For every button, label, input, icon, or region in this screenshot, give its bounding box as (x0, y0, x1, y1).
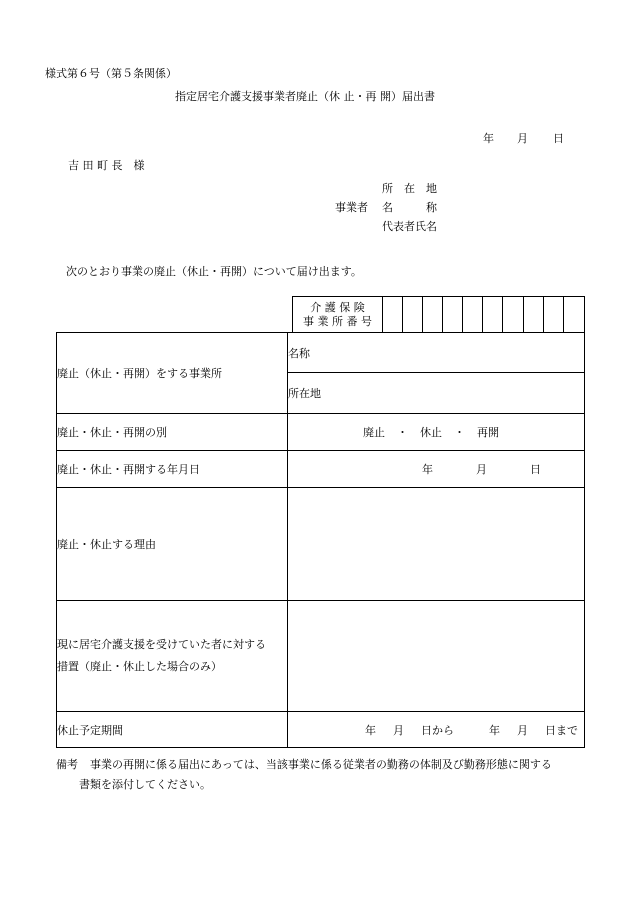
date-label: 廃止・休止・再開する年月日 (57, 463, 200, 476)
insurance-digit-6[interactable] (483, 297, 503, 333)
period-start-year: 年 (365, 723, 376, 737)
insurance-digit-3[interactable] (423, 297, 443, 333)
main-form-table (56, 332, 585, 748)
insurance-number-box (292, 296, 585, 333)
office-label: 廃止（休止・再開）をする事業所 (57, 367, 222, 380)
type-label-cell (57, 414, 288, 451)
note-label: 備考 (56, 758, 78, 771)
applicant-name-label: 名 称 (382, 201, 437, 214)
type-separator-2: ・ (454, 426, 465, 439)
insurance-label-line1: 介 護 保 険 (310, 300, 365, 314)
document-title: 指定居宅介護支援事業者廃止（休 止・再 開）届出書 (175, 90, 435, 103)
date-value-cell[interactable] (288, 451, 585, 488)
office-address-cell[interactable] (288, 373, 585, 414)
reason-label-cell (57, 488, 288, 601)
type-option-resume[interactable]: 再開 (477, 426, 499, 439)
period-value-cell[interactable] (288, 712, 585, 748)
type-option-suspend[interactable]: 休止 (420, 426, 442, 439)
date-day: 日 (553, 132, 564, 145)
note-line1: 事業の再開に係る届出にあっては、当該事業に係る従業者の勤務の体制及び勤務形態に関する (90, 758, 552, 771)
period-end-month: 月 (517, 723, 528, 737)
insurance-digit-5[interactable] (463, 297, 483, 333)
measures-label-line1: 現に居宅介護支援を受けていた者に対する (57, 638, 266, 651)
insurance-digit-1[interactable] (382, 297, 402, 333)
period-label-cell (57, 712, 288, 748)
applicant-rep-label: 代表者氏名 (382, 220, 437, 233)
insurance-digit-4[interactable] (443, 297, 463, 333)
insurance-digit-2[interactable] (403, 297, 423, 333)
type-separator-1: ・ (397, 426, 408, 439)
period-end-day: 日まで (545, 723, 578, 737)
office-address-label: 所在地 (288, 387, 321, 400)
office-name-cell[interactable] (288, 333, 585, 373)
date-month: 月 (517, 132, 528, 145)
measures-label-cell (57, 601, 288, 712)
applicant-business-label: 事業者 (335, 201, 368, 214)
period-start-month: 月 (393, 723, 404, 737)
measures-input-cell[interactable] (288, 601, 585, 712)
form-number: 様式第６号（第５条関係） (45, 67, 177, 80)
applicant-location-label: 所 在 地 (382, 182, 437, 195)
insurance-digit-9[interactable] (543, 297, 563, 333)
date-year-unit: 年 (422, 463, 433, 476)
period-start-day: 日から (421, 723, 454, 737)
insurance-digit-8[interactable] (523, 297, 543, 333)
insurance-number-label-cell (293, 297, 383, 333)
date-year: 年 (483, 132, 494, 145)
type-option-abolish[interactable]: 廃止 (363, 426, 385, 439)
addressee: 吉 田 町 長 様 (68, 159, 145, 172)
note-line2: 書類を添付してください。 (79, 778, 211, 791)
reason-label: 廃止・休止する理由 (57, 538, 156, 551)
intro-text: 次のとおり事業の廃止（休止・再開）について届け出ます。 (66, 265, 362, 278)
period-label: 休止予定期間 (57, 723, 123, 737)
type-label: 廃止・休止・再開の別 (57, 426, 167, 439)
period-end-year: 年 (489, 723, 500, 737)
reason-input-cell[interactable] (288, 488, 585, 601)
insurance-label-line2: 事 業 所 番 号 (302, 314, 372, 328)
office-label-cell (57, 333, 288, 414)
insurance-digit-7[interactable] (503, 297, 523, 333)
date-day-unit: 日 (530, 463, 541, 476)
office-name-label: 名称 (288, 346, 310, 360)
measures-label-line2: 措置（廃止・休止した場合のみ） (57, 660, 222, 673)
insurance-digit-10[interactable] (563, 297, 584, 333)
type-options-cell[interactable] (288, 414, 585, 451)
date-label-cell (57, 451, 288, 488)
date-month-unit: 月 (476, 463, 487, 476)
